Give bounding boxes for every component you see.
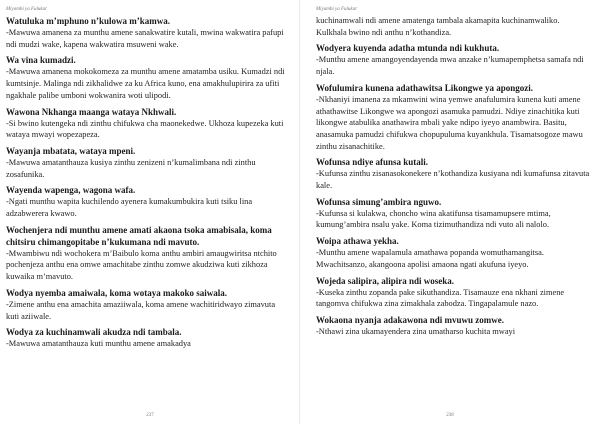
proverb-entry [316, 314, 592, 338]
proverb-heading: Wofunsa ndiye afunsa kutali. [316, 157, 429, 168]
proverb-explanation: -Kuseka zinthu zopanda pake sikuthandiza. Tisamauze ena nkhani zimene tangomva chifukwa zina zimakhala zabodza. Tingapalamule nazo. [316, 287, 565, 309]
proverb-heading: Wayanja mbatata, wataya mpeni. [6, 145, 136, 156]
proverb-heading: Wayenda wapenga, wagona wafa. [6, 185, 136, 196]
proverb-explanation: -Zimene anthu ena amachita amaziiwala, koma amene wachitiridwayo zimavuta kuti aziiwale. [6, 299, 276, 321]
proverb-explanation: -Kufunsa si kulakwa, choncho wina akatifunsa tisamamupsere mtima, kumung’ambira nsalu yake. Koma tizimuthandiza ndi vuto ali nalolo. [316, 208, 551, 230]
proverb-explanation: -Munthu amene amangoyendayenda mwa anzake n’kumapemphetsa samafa ndi njala. [316, 55, 584, 77]
proverb-heading: Wodya za kuchinamwali akudza ndi tambala. [6, 327, 182, 338]
proverb-entry [316, 235, 592, 270]
proverb-heading: Wojeda salipira, alipira ndi woseka. [316, 275, 455, 286]
proverb-heading: Wokaona nyanja adakawona ndi mvuwu zomwe. [316, 314, 505, 325]
proverb-entry [6, 326, 288, 350]
proverb-explanation: -Mawuwa amatanthauza kuti munthu amene amakadya [6, 339, 191, 349]
proverb-explanation: -Mwambiwu ndi wochokera m’Baibulo koma anthu ambiri amaugwiritsa ntchito pochenjeza anthu ena omwe amachitabe zinthu zomwe akudziwa kuti zikhoza kuwaika m’mavuto. [6, 248, 277, 282]
right-page [300, 0, 600, 424]
proverb-entry [6, 54, 288, 101]
proverb-entry [316, 196, 592, 231]
proverb-heading: Wa vina kumadzi. [6, 55, 76, 66]
proverb-explanation: -Ngati munthu wapita kuchilendo ayenera kumakumbukira kuti tsiku lina adzabwerera kwawo. [6, 197, 253, 219]
proverb-entry [6, 15, 288, 50]
proverb-heading: Wofulumira kunena adathawitsa Likongwe ya apongozi. [316, 82, 534, 93]
proverb-heading: Watuluka m’mphuno n’kulowa m’kamwa. [6, 16, 171, 26]
proverb-heading: Wawona Nkhanga maanga wataya Nkhwali. [6, 106, 177, 117]
proverb-heading: Wochenjera ndi munthu amene amati akaona tsoka amabisala, koma chitsiru chimangopitabe n’kukumana ndi mavuto. [6, 224, 272, 247]
proverb-explanation: -Kufunsa zinthu zisanasokonekere n’kothandiza kusiyana ndi kumafunsa zitavuta kale. [316, 169, 590, 191]
page-number: 237 [146, 413, 154, 418]
proverb-entry [316, 82, 592, 153]
proverb-heading: Wodya nyemba amaiwala, koma wotaya makoko saiwala. [6, 287, 228, 298]
proverb-heading: Woipa athawa yekha. [316, 236, 399, 247]
proverb-explanation: -Mawuwa amanena za munthu amene sanakwatire kutali, mwina wakwatira pafupi ndi mudzi wake, kapena wakwatira msuweni wake. [6, 28, 284, 49]
proverb-entry [6, 145, 288, 180]
continued-text: kuchinamwali ndi amene amatenga tambala akamapita kuchinamwaliko. Kulkhala bwino ndi anthu n’kothandiza. [316, 16, 560, 37]
proverb-entry [6, 287, 288, 322]
proverb-heading: Wofunsa simung’ambira nguwo. [316, 196, 442, 207]
proverb-entry [6, 224, 288, 283]
proverb-explanation: -Nkhaniyi imanena za mkamwini wina yemwe anafulumira kunena kuti amene athathawitse Likongwe wa apongozi asamuka pamudzi. Ndiye zinachitika kuti likongwe atabulika anathawira mbali yake ndipo iyeyo anambwira. Basitu, anasamuka pamudzi chifukwa chopupuluma kuyankhula. Tisamatsogoze mawu zinthu zisanachitike. [316, 94, 583, 151]
proverb-explanation: -Si bwino kutengeka ndi zinthu chifukwa cha maonekedwe. Ukhoza kupezeka kuti wataya mwayi wopezapeza. [6, 118, 284, 140]
running-head: Miyambi ya Fulukar [316, 7, 358, 12]
continued-entry [316, 15, 592, 38]
proverb-explanation: -Munthu amene wapalamula amathawa popanda womuthamangitsa. Mwachitsanzo, akangoona apolisi amaona ngati akufuna iyeyo. [316, 248, 544, 269]
proverb-entry [316, 42, 592, 77]
proverb-entry [6, 106, 288, 141]
proverb-explanation: -Mawuwa amatanthauza kusiya zinthu zenizeni n’kumalimbana ndi zinthu zosafunika. [6, 157, 256, 179]
running-head: Miyambi ya Fulukar [6, 7, 48, 12]
proverb-explanation: -Mawuwa amanena mokokomeza za munthu amene amatamba usiku. Kumadzi ndi kumtsinje. Malinga ndi zikhalidwe za ku Africa kuno, ena amakhulupirira za ufiti ngakhale palibe umboni wokwanira woti ulipodi. [6, 67, 285, 100]
proverb-entry [316, 275, 592, 310]
page-number: 238 [446, 413, 454, 418]
proverb-entry [6, 184, 288, 219]
proverb-entry [316, 156, 592, 191]
entry-list [316, 15, 592, 338]
proverb-explanation: -Nthawi zina ukamayendera zina umatharso kuchita mwayi [316, 326, 516, 336]
entry-list [6, 15, 288, 350]
proverb-heading: Wodyera kuyenda adatha mtunda ndi kukhuta. [316, 43, 500, 54]
